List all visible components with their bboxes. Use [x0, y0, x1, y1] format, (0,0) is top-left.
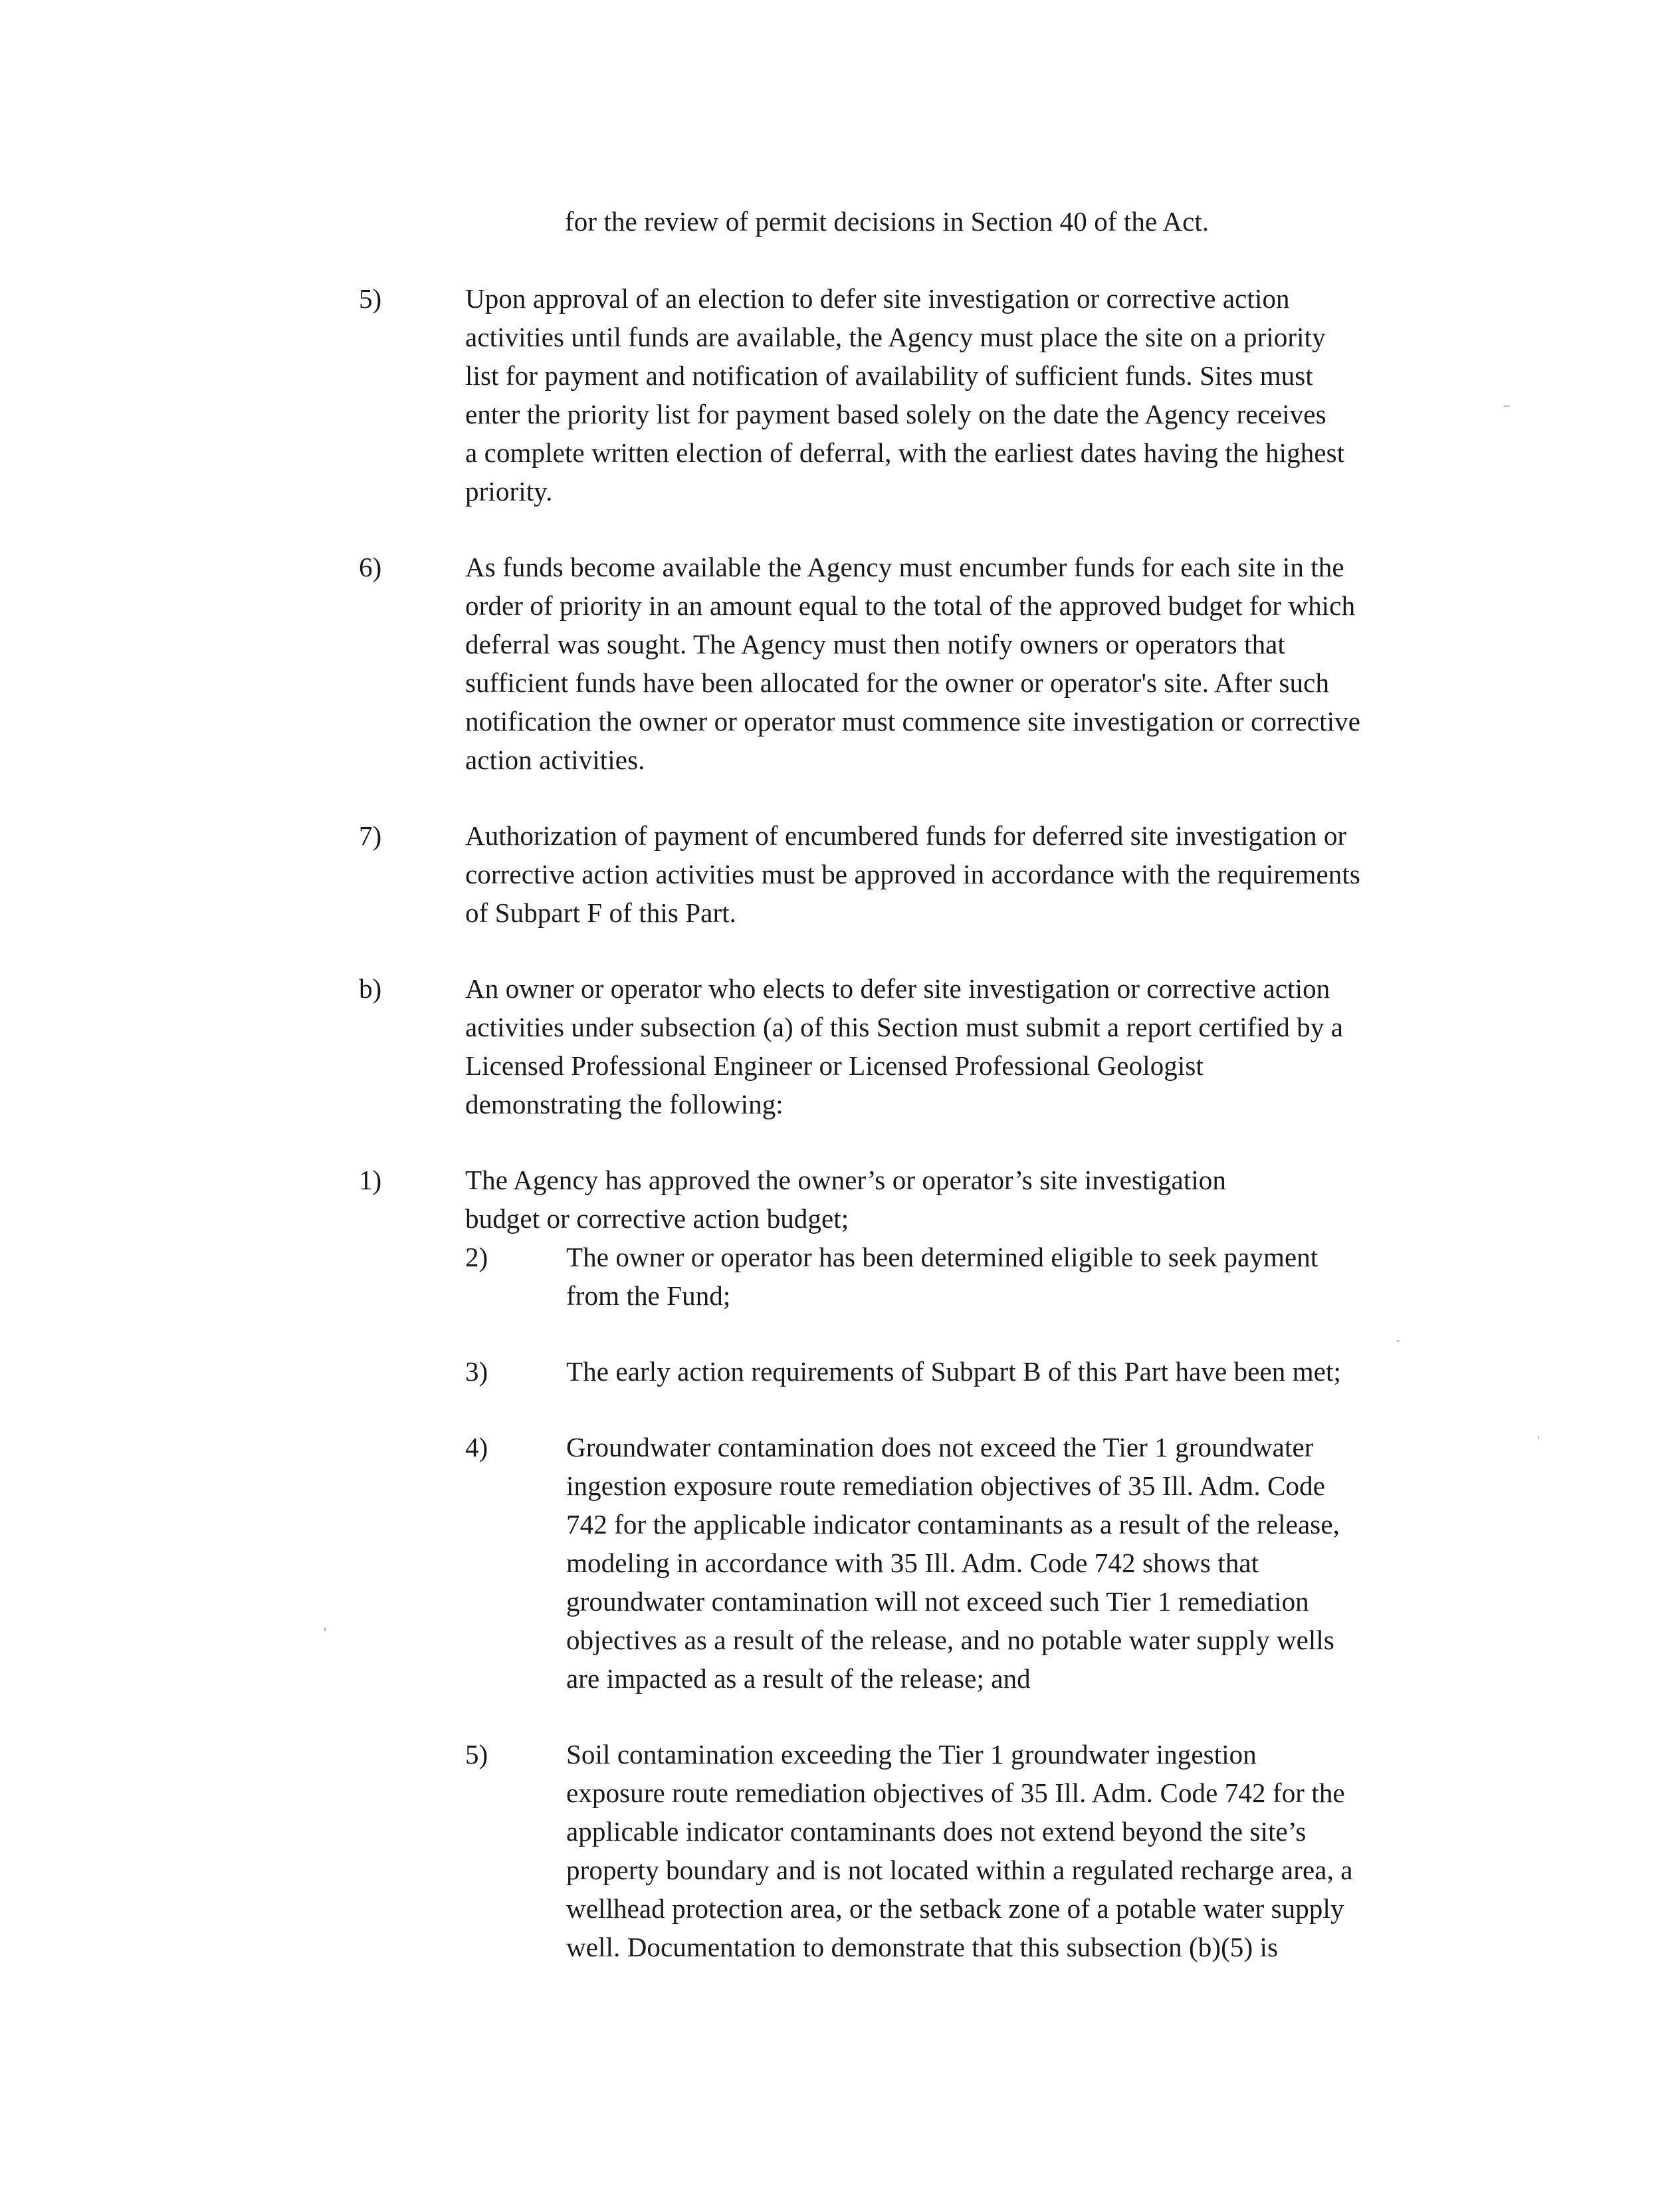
item-label-b1: 1) [359, 1165, 382, 1195]
item-b5-line: property boundary and is not located within a regulated recharge area, a [566, 1855, 1353, 1885]
item-label-b4: 4) [465, 1432, 488, 1462]
item-b5-line: exposure route remediation objectives of 35 Ill. Adm. Code 742 for the [566, 1778, 1345, 1808]
item-a7-line: of Subpart F of this Part. [465, 897, 737, 928]
item-b5-line: applicable indicator contaminants does not extend beyond the site’s [566, 1816, 1307, 1847]
item-b5-line: well. Documentation to demonstrate that this subsection (b)(5) is [566, 1932, 1279, 1962]
item-b-line: demonstrating the following: [465, 1089, 784, 1119]
item-b-line: An owner or operator who elects to defer site investigation or corrective action [465, 973, 1330, 1004]
item-label-b5: 5) [465, 1739, 488, 1770]
item-b4-line: groundwater contamination will not exceed such Tier 1 remediation [566, 1586, 1309, 1617]
item-a7-line: corrective action activities must be approved in accordance with the requirements [465, 859, 1360, 889]
intro-line: for the review of permit decisions in Section 40 of the Act. [565, 206, 1209, 237]
item-b5-line: Soil contamination exceeding the Tier 1 groundwater ingestion [566, 1739, 1257, 1770]
item-a6-line: action activities. [465, 745, 645, 775]
item-b2-line: from the Fund; [566, 1280, 731, 1311]
scan-speck [1503, 405, 1510, 407]
item-b5-line: wellhead protection area, or the setback zone of a potable water supply [566, 1893, 1344, 1924]
item-b4-line: are impacted as a result of the release; and [566, 1663, 1031, 1694]
item-label-b2: 2) [465, 1242, 488, 1272]
item-label-b: b) [359, 973, 382, 1004]
item-a6-line: order of priority in an amount equal to the total of the approved budget for which [465, 590, 1356, 621]
item-label-a7: 7) [359, 820, 382, 851]
item-b4-line: objectives as a result of the release, and no potable water supply wells [566, 1625, 1334, 1655]
item-b1-line: The Agency has approved the owner’s or operator’s site investigation [465, 1165, 1227, 1195]
item-a6-line: notification the owner or operator must commence site investigation or corrective [465, 706, 1360, 737]
item-label-b3: 3) [465, 1356, 488, 1387]
item-b4-line: modeling in accordance with 35 Ill. Adm. Code 742 shows that [566, 1548, 1259, 1578]
item-b-line: activities under subsection (a) of this Section must submit a report certified by a [465, 1012, 1344, 1042]
scan-speck [324, 1627, 326, 1631]
scan-speck [1538, 1436, 1539, 1439]
item-label-a6: 6) [359, 552, 382, 582]
item-a5-line: enter the priority list for payment based solely on the date the Agency receives [465, 399, 1326, 429]
item-b4-line: Groundwater contamination does not exceed the Tier 1 groundwater [566, 1432, 1314, 1462]
item-b4-line: 742 for the applicable indicator contaminants as a result of the release, [566, 1509, 1340, 1540]
item-a6-line: deferral was sought. The Agency must then notify owners or operators that [465, 629, 1285, 659]
item-b3-line: The early action requirements of Subpart B of this Part have been met; [566, 1356, 1342, 1387]
item-a5-line: activities until funds are available, the Agency must place the site on a priority [465, 322, 1326, 352]
item-a5-line: a complete written election of deferral, with the earliest dates having the highest [465, 437, 1345, 468]
item-label-a5: 5) [359, 283, 382, 314]
item-a5-line: priority. [465, 476, 553, 507]
item-a5-line: Upon approval of an election to defer site investigation or corrective action [465, 283, 1290, 314]
item-b2-line: The owner or operator has been determined eligible to seek payment [566, 1242, 1318, 1272]
item-a6-line: sufficient funds have been allocated for the owner or operator's site. After such [465, 667, 1330, 698]
scan-speck [1397, 1340, 1400, 1342]
item-b-line: Licensed Professional Engineer or Licensed Professional Geologist [465, 1050, 1204, 1081]
item-a7-line: Authorization of payment of encumbered funds for deferred site investigation or [465, 820, 1347, 851]
item-b1-line: budget or corrective action budget; [465, 1203, 849, 1234]
item-b4-line: ingestion exposure route remediation objectives of 35 Ill. Adm. Code [566, 1470, 1326, 1501]
item-a6-line: As funds become available the Agency must encumber funds for each site in the [465, 552, 1344, 582]
item-a5-line: list for payment and notification of availability of sufficient funds. Sites must [465, 360, 1313, 391]
